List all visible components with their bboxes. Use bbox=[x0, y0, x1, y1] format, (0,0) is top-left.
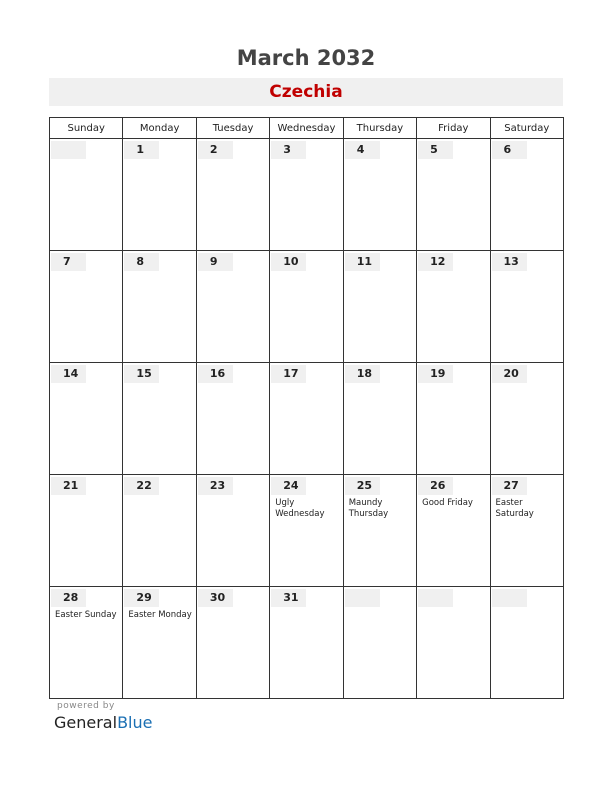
day-number: 19 bbox=[418, 365, 453, 383]
day-cell bbox=[270, 251, 343, 363]
weekday-header-row bbox=[50, 118, 564, 139]
day-cell bbox=[490, 475, 563, 587]
day-cell bbox=[270, 587, 343, 699]
day-number: 27 bbox=[492, 477, 527, 495]
day-number: 11 bbox=[345, 253, 380, 271]
day-cell bbox=[343, 139, 416, 251]
calendar-grid bbox=[49, 117, 564, 699]
brand-general: General bbox=[54, 713, 118, 732]
day-number: 14 bbox=[51, 365, 86, 383]
powered-by-text: powered by bbox=[57, 701, 115, 711]
day-number: 16 bbox=[198, 365, 233, 383]
week-row bbox=[50, 475, 564, 587]
day-cell bbox=[196, 363, 269, 475]
day-cell bbox=[123, 363, 196, 475]
day-number: 17 bbox=[271, 365, 306, 383]
day-number: 8 bbox=[124, 253, 159, 271]
day-cell bbox=[123, 251, 196, 363]
day-cell bbox=[196, 587, 269, 699]
day-number bbox=[345, 589, 380, 607]
day-cell bbox=[343, 475, 416, 587]
weekday-friday: Friday bbox=[417, 118, 490, 139]
day-cell bbox=[417, 251, 490, 363]
weekday-monday: Monday bbox=[123, 118, 196, 139]
day-cell bbox=[490, 139, 563, 251]
day-number: 10 bbox=[271, 253, 306, 271]
day-number: 30 bbox=[198, 589, 233, 607]
day-number: 5 bbox=[418, 141, 453, 159]
holiday-label: Easter Monday bbox=[128, 610, 192, 620]
day-cell bbox=[50, 139, 123, 251]
day-number: 18 bbox=[345, 365, 380, 383]
brand-logo[interactable] bbox=[54, 713, 152, 732]
day-cell bbox=[50, 363, 123, 475]
day-cell bbox=[417, 363, 490, 475]
day-cell bbox=[123, 587, 196, 699]
weekday-thursday: Thursday bbox=[343, 118, 416, 139]
day-number: 29 bbox=[124, 589, 159, 607]
country-label: Czechia bbox=[49, 78, 563, 106]
day-number: 21 bbox=[51, 477, 86, 495]
day-number: 9 bbox=[198, 253, 233, 271]
week-row bbox=[50, 363, 564, 475]
day-number: 6 bbox=[492, 141, 527, 159]
day-number: 2 bbox=[198, 141, 233, 159]
day-number: 1 bbox=[124, 141, 159, 159]
day-cell bbox=[270, 363, 343, 475]
holiday-label: Maundy Thursday bbox=[348, 498, 389, 519]
brand-blue: Blue bbox=[117, 713, 153, 732]
day-number: 24 bbox=[271, 477, 306, 495]
day-cell bbox=[50, 587, 123, 699]
weekday-wednesday: Wednesday bbox=[270, 118, 343, 139]
day-cell bbox=[490, 251, 563, 363]
day-cell bbox=[196, 139, 269, 251]
calendar-title: March 2032 bbox=[236, 46, 376, 70]
day-number: 25 bbox=[345, 477, 380, 495]
day-number: 23 bbox=[198, 477, 233, 495]
day-cell bbox=[417, 139, 490, 251]
day-cell bbox=[123, 139, 196, 251]
week-row bbox=[50, 251, 564, 363]
day-cell bbox=[270, 475, 343, 587]
day-number: 26 bbox=[418, 477, 453, 495]
holiday-label: Ugly Wednesday bbox=[275, 498, 325, 519]
holiday-label: Good Friday bbox=[422, 498, 473, 508]
day-number: 3 bbox=[271, 141, 306, 159]
day-cell bbox=[343, 587, 416, 699]
holiday-label: Easter Saturday bbox=[495, 498, 534, 519]
day-cell bbox=[343, 251, 416, 363]
day-number bbox=[492, 589, 527, 607]
day-number: 15 bbox=[124, 365, 159, 383]
day-number: 20 bbox=[492, 365, 527, 383]
day-number: 13 bbox=[492, 253, 527, 271]
day-cell bbox=[196, 475, 269, 587]
day-cell bbox=[490, 587, 563, 699]
day-cell bbox=[196, 251, 269, 363]
day-cell bbox=[270, 139, 343, 251]
week-row bbox=[50, 139, 564, 251]
day-number bbox=[51, 141, 86, 159]
day-cell bbox=[50, 251, 123, 363]
day-cell bbox=[343, 363, 416, 475]
day-number: 4 bbox=[345, 141, 380, 159]
day-cell bbox=[50, 475, 123, 587]
day-number: 28 bbox=[51, 589, 86, 607]
weekday-saturday: Saturday bbox=[490, 118, 563, 139]
weekday-tuesday: Tuesday bbox=[196, 118, 269, 139]
day-cell bbox=[417, 475, 490, 587]
week-row bbox=[50, 587, 564, 699]
day-number: 22 bbox=[124, 477, 159, 495]
day-number: 31 bbox=[271, 589, 306, 607]
day-cell bbox=[490, 363, 563, 475]
day-number bbox=[418, 589, 453, 607]
day-number: 7 bbox=[51, 253, 86, 271]
day-cell bbox=[123, 475, 196, 587]
day-number: 12 bbox=[418, 253, 453, 271]
weekday-sunday: Sunday bbox=[50, 118, 123, 139]
day-cell bbox=[417, 587, 490, 699]
holiday-label: Easter Sunday bbox=[55, 610, 117, 620]
